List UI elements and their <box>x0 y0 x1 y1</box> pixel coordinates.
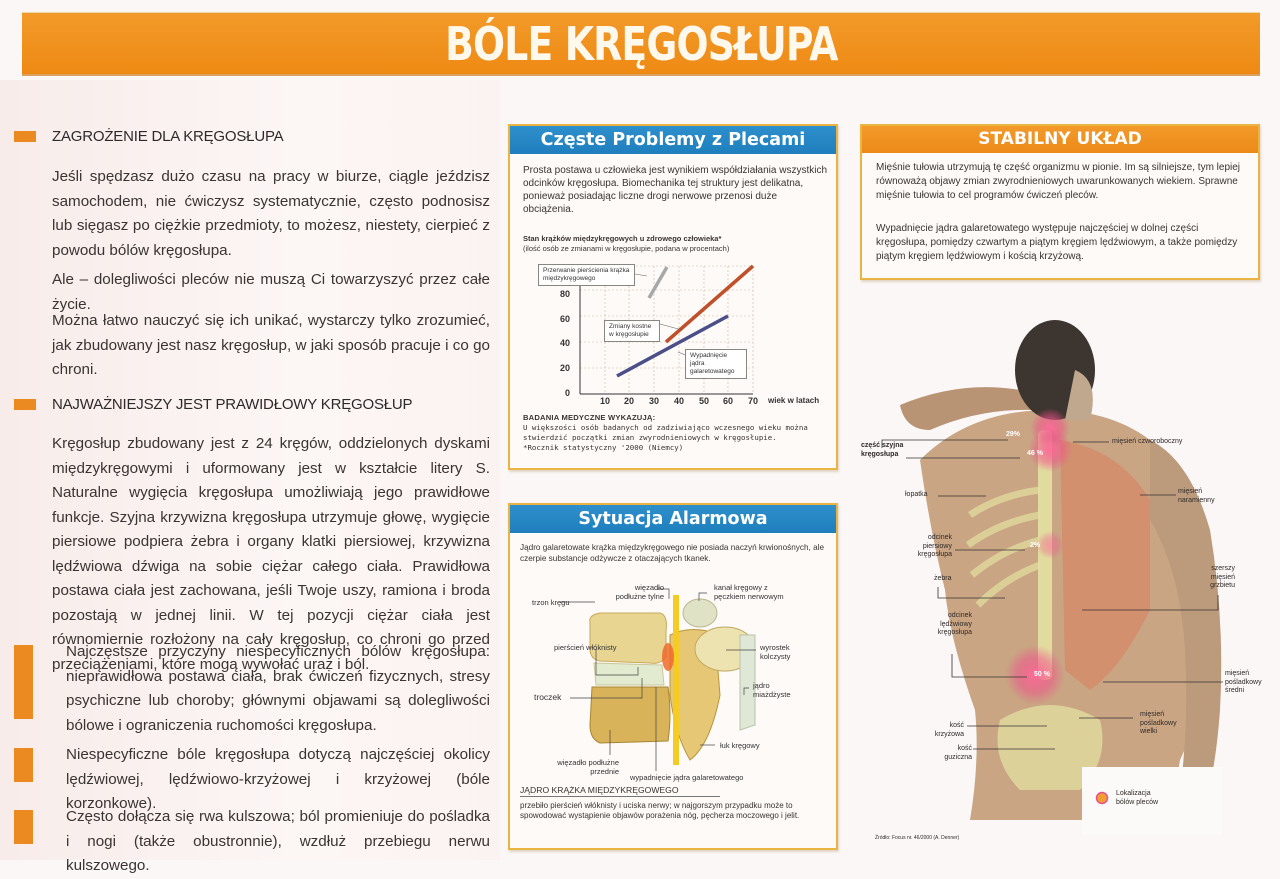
label-latissimus: szerszy mięsień grzbietu <box>1210 565 1235 589</box>
label-sacrum: kość krzyżowa <box>934 722 964 738</box>
research-heading: BADANIA MEDYCZNE WYKAZUJĄ: <box>523 413 656 422</box>
threat-paragraph-2: Ale – dolegliwości pleców nie muszą Ci towarzyszyć przez całe życie. <box>52 271 490 313</box>
research-text: U większości osób badanych od zadziwiająco wczesnego wieku można stwierdzić początki zmian zwyrodnieniowych w kręgosłupie. <box>523 423 808 442</box>
label-herniation: wypadnięcie jądra galaretowatego <box>630 773 744 782</box>
stable-paragraph-1: Mięśnie tułowia utrzymują tę część organizmu w pionie. Im są silniejsze, tym lepiej równoważą objawy zmian zwyrodnieniowych uwarunkowanych wiekiem. Sprawne mięśnie tułowia to cel programów ćwiczeń pleców. <box>876 162 1241 201</box>
section-heading-proper-spine: NAJWAŻNIEJSZY JEST PRAWIDŁOWY KRĘGOSŁUP <box>14 396 412 413</box>
stable-box-heading: STABILNY UKŁAD <box>862 126 1258 153</box>
label-deltoid: mięsień naramienny <box>1178 488 1215 504</box>
x-axis-label: wiek w latach <box>768 396 820 405</box>
label-lumbar: odcinek lędźwiowy kręgosłupa <box>937 612 972 636</box>
orange-marker <box>14 399 36 410</box>
label-anterior-ligament: więzadło podłużne przednie <box>557 758 619 776</box>
label-trapezius: mięsień czworoboczny <box>1112 438 1183 445</box>
disc-nucleus-heading: JĄDRO KRĄŻKA MIĘDZYKRĘGOWEGO <box>520 785 720 797</box>
bullet-text-3: Często dołącza się rwa kulszowa; ból promieniuje do pośladka i nogi (także obustronnie), wzdłuż przebiegu nerwu kulszowego. <box>66 808 490 874</box>
problems-intro: Prosta postawa u człowieka jest wynikiem współdziałania wszystkich odcinków kręgosłupa. Biomechanika tej struktury jest delikatna, ponieważ posiadając liczne drogi nerwowe przenosi duże obciążenia. <box>523 165 828 215</box>
line-chart: 80 60 40 20 0 10 20 30 40 50 60 70 wiek w latach Przerwanie pierścienia krążka międzykręgowego Zmiany kostne w kręgosłupie Wypadnięcie jądra galaretowatego <box>510 254 840 404</box>
chart-subtitle: (ilość osób ze zmianami w kręgosłupie, podana w procentach) <box>523 244 730 253</box>
label-spinous-process: wyrostek kolczysty <box>760 643 791 661</box>
alarm-box <box>508 503 838 850</box>
label-nucleus: jądro miażdżyste <box>753 681 791 699</box>
bullet-text-1: Najczęstsze przyczyny niespecyficznych bólów kręgosłupa: nieprawidłowa postawa ciała, brak ćwiczeń fizycznych, stresy psychiczne lub choroby; głównymi objawami są dolegliwości bólowe i ograniczenia ruchomości kręgosłupa. <box>66 643 490 734</box>
threat-paragraph-3: Można łatwo nauczyć się ich unikać, wystarczy tylko zrozumieć, jak zbudowany jest nasz kręgosłup, w jaki sposób pracuje i co go chroni. <box>52 312 490 378</box>
section-heading-threat: ZAGROŻENIE DLA KRĘGOSŁUPA <box>14 128 283 145</box>
bullet-bar-2 <box>14 748 33 782</box>
bullet-text-2: Niespecyficzne bóle kręgosłupa dotyczą najczęściej okolicy lędźwiowej, lędźwiowo-krzyżowej i krzyżowej (bóle korzonkowe). <box>66 746 490 812</box>
bullet-bar-1 <box>14 645 33 719</box>
label-posterior-ligament: więzadło podłużne tylne <box>615 583 664 601</box>
threat-paragraph-1: Jeśli spędzasz dużo czasu na pracy w biurze, ciągle jeździsz samochodem, nie ćwiczysz systematycznie, często podnosisz lub sięgasz po ciężkie przedmioty, to możesz, niestety, cierpieć z powodu bólów kręgosłupa. <box>52 168 490 259</box>
label-scapula: łopatka <box>905 491 928 498</box>
label-troczek: troczek <box>534 692 562 702</box>
callout-disc-herniation: Wypadnięcie jądra galaretowatego <box>685 349 747 379</box>
legend-pain-location: Lokalizacja bólów pleców <box>1116 790 1159 806</box>
label-coccyx: kość guziczna <box>944 745 972 761</box>
chart-title: Stan krążków międzykręgowych u zdrowego człowieka* <box>523 234 722 243</box>
label-vertebral-arch: łuk kręgowy <box>720 741 760 750</box>
stable-box <box>860 124 1260 280</box>
page-title: BÓLE KRĘGOSŁUPA <box>444 16 838 71</box>
pct-lumbar: 50 % <box>1034 671 1050 678</box>
bullet-bar-3 <box>14 810 33 844</box>
callout-bone-changes: Zmiany kostne w kręgosłupie <box>604 320 660 342</box>
label-annulus: pierścień włóknisty <box>554 643 617 652</box>
vertebra-diagram <box>510 575 840 780</box>
footnote: *Rocznik statystyczny '2000 (Niemcy) <box>523 443 684 452</box>
pct-neck-lower: 46 % <box>1027 450 1043 457</box>
problems-box <box>508 124 838 470</box>
label-spinal-canal: kanał kręgowy z pęczkiem nerwowym <box>714 583 784 601</box>
label-cervical: część szyjna kręgosłupa <box>861 442 904 458</box>
orange-marker <box>14 131 36 142</box>
source-credit: Źródło: Focus nr. 46/2000 (A. Denner) <box>875 835 960 841</box>
stable-paragraph-2: Wypadnięcie jądra galaretowatego występuje najczęściej w dolnej części kręgosłupa, pomiędzy czwartym a piątym kręgiem lędźwiowym, a także pomiędzy piątym kręgiem lędźwiowym i kością krzyżową. <box>876 223 1238 262</box>
label-gluteus-medius: mięsień pośladkowy średni <box>1225 670 1262 694</box>
callout-ring-rupture: Przerwanie pierścienia krążka międzykręgowego <box>538 264 635 286</box>
back-anatomy-figure <box>850 290 1280 850</box>
problems-box-heading: Częste Problemy z Plecami <box>510 126 836 154</box>
pct-thoracic: 2% <box>1030 542 1041 549</box>
pct-neck-upper: 29% <box>1006 431 1021 438</box>
proper-spine-paragraph: Kręgosłup zbudowany jest z 24 kręgów, oddzielonych dyskami międzykręgowymi i uformowany jest w kształcie litery S. Naturalne wygięcia kręgosłupa umożliwiają jego prawidłowe funkcje. Szyjna krzywizna kręgosłupa utrzymuje głowę, wygięcie piersiowe podpiera żebra i organy klatki piersiowej, krzywizna lędźwiowa dźwiga na sobie ciężar całego ciała. Prawidłowa postawa ciała jest zachowana, jeśli Twoje uszy, ramiona i broda pozostają w jednej linii. W tej pozycji ciężar ciała jest równomiernie rozłożony na cały kręgosłup, co chroni go przed przeciążeniami, które mogą wywołać uraz i ból. <box>52 435 490 673</box>
title-banner <box>22 12 1260 76</box>
label-vertebral-body: trzon kręgu <box>532 598 570 607</box>
alarm-intro: Jądro galaretowate krążka międzykręgowego nie posiada naczyń krwionośnych, ale czerpie substancje odżywcze z otaczających tkanek. <box>520 543 825 563</box>
alarm-box-heading: Sytuacja Alarmowa <box>510 505 836 533</box>
label-ribs: żebra <box>934 575 952 582</box>
label-gluteus-maximus: mięsień pośladkowy wielki <box>1140 711 1177 735</box>
label-thoracic: odcinek piersiowy kręgosłupa <box>917 534 952 558</box>
disc-nucleus-text: przebiło pierścień włóknisty i uciska nerwy; w najgorszym przypadku może to spowodować wystąpienie objawów porażenia nóg, pęcherza moczowego i jelit. <box>520 801 800 820</box>
